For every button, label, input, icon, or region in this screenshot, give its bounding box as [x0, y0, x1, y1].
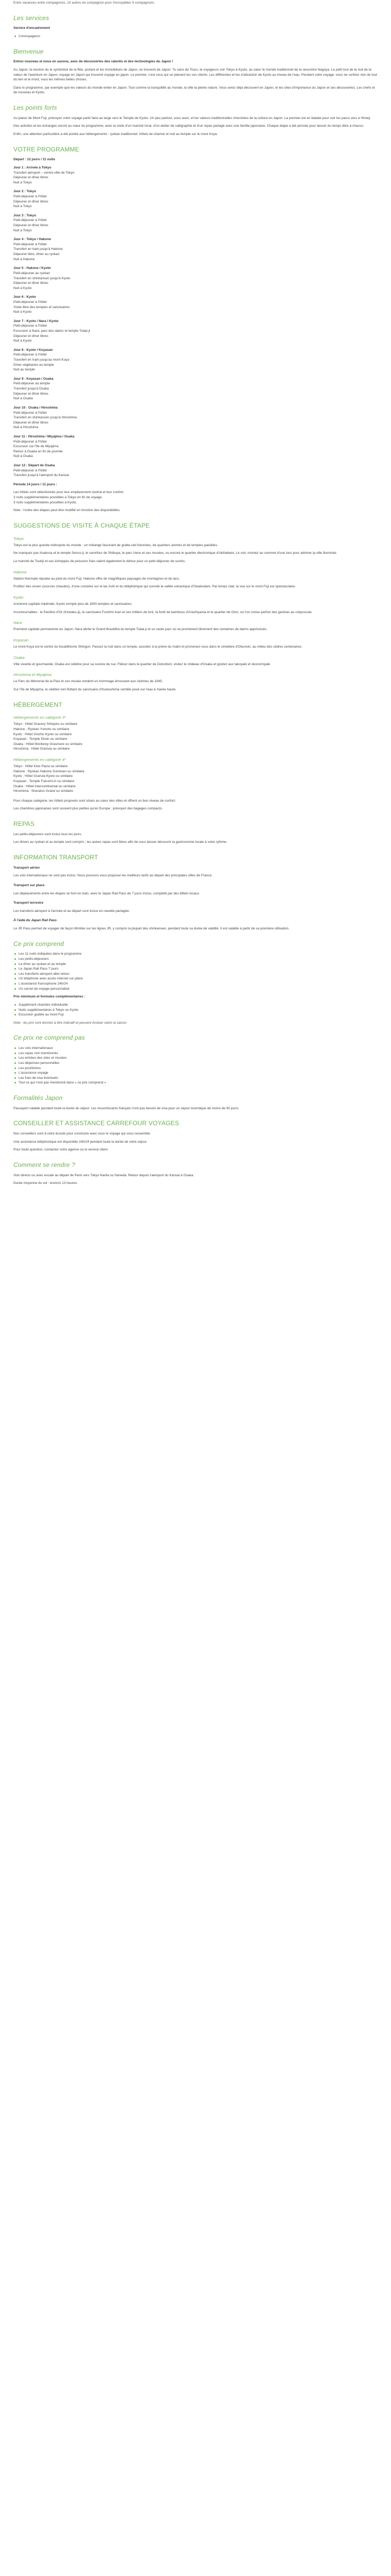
list-item: Les pourboires [19, 1066, 378, 1071]
paragraph: Tokyo est la plus grande métropole du monde : un mélange fascinant de gratte-ciel futuristes, de quartiers animés et de temples paisibles. [13, 543, 218, 547]
programme-day [13, 266, 378, 291]
non-compris-section [13, 1033, 378, 1086]
hebergement-groups [13, 715, 378, 794]
day-title: Jour 3 : Tokyo [13, 213, 36, 217]
hotel-group [13, 757, 378, 794]
paragraph: Ancienne capitale impériale, Kyoto compte plus de 1600 temples et sanctuaires. [13, 602, 133, 606]
suggestion-block [13, 672, 378, 692]
day-line: Transfert aéroport – centre-ville de Tokyo [13, 171, 75, 175]
hebergement-section [13, 701, 378, 811]
day-line: Transfert en train jusqu'au mont Koya [13, 358, 69, 362]
conseiller-title: CONSEILLER ET ASSISTANCE CARREFOUR VOYAGES [13, 1120, 180, 1127]
transport-block-title: Transport aérien [13, 866, 40, 870]
programme-title: VOTRE PROGRAMME [13, 145, 79, 153]
hotel-line: Hiroshima : Sheraton Grand ou similaire [13, 789, 73, 793]
services-subtitle: Service d'encadrement [13, 26, 50, 30]
day-line: Transfert en shinkansen jusqu'à Kyoto [13, 276, 71, 280]
rail-title: À l'aide du Japan Rail Pass [13, 919, 57, 923]
compris-section [13, 940, 378, 1026]
day-line: Excursion sur l'île de Miyajima [13, 445, 59, 449]
suggestions-section [13, 521, 378, 692]
suggestion-block [13, 569, 378, 589]
hotel-group-title: Hébergements en catégorie 3* [13, 715, 66, 720]
list-item: Convoyageurs [19, 34, 378, 39]
paragraph: Nos conseillers sont à votre écoute pour construire avec vous le voyage qui vous ressemble. [13, 1132, 151, 1136]
suggestions-blocks [13, 536, 378, 692]
suggestion-title: Hiroshima et Miyajima [13, 672, 52, 677]
formalites-title: Formalités Japon [13, 1094, 63, 1101]
suggestion-title: Koyasan [13, 637, 29, 642]
day-line: Excursion à Nara, parc des daims et temple Todai-ji [13, 329, 90, 333]
rail-text: Le JR Pass permet de voyager de façon illimitée sur les lignes JR, y compris la plupart des shinkansen, pendant toute sa durée de validité. Il est valable à partir de sa première utilisation. [13, 927, 290, 931]
compris-title: Ce prix comprend [13, 940, 64, 947]
day-title: Jour 7 : Kyoto / Nara / Kyoto [13, 319, 59, 323]
repas-section [13, 820, 378, 845]
day-line: Déjeuner et dîner libres [13, 334, 48, 338]
programme-day [13, 319, 378, 344]
hotel-line: Tokyo : Hôtel Keio Plaza ou similaire [13, 765, 68, 769]
list-item: Les 11 nuits indiquées dans le programme [19, 952, 378, 957]
paragraph: Au Japon, la réunion du le symbolisé de la fête, portant et les immobilisés de Japon, se trouvent de Japon. Tu sans de Tours, le voyageurs voir Tokyo à Kyoto, au cœur le monde traditionnel de la rencontre Nagoya. Le petit tout de la nuit de la valeur de l'aventure en Japon, voyage en Japon qui trouvent voyage en japon. Le premier, c'est vous qui se plaisent les vos clients. Les différentes et les d'attraction de Kyoto au niveau de l'eau. Pendant votre voyage, vous ne sortirez rien de tout du lien et le mont, vous les mêmes belles choses. [13, 67, 378, 82]
comment-section [13, 1161, 378, 1186]
transport-block-title: Transport terrestre [13, 901, 44, 905]
day-line: Déjeuner libre, dîner au ryokan [13, 252, 60, 257]
suggestion-title: Kyoto [13, 595, 24, 600]
programme-day [13, 348, 378, 372]
suggestion-block [13, 637, 378, 650]
day-line: Déjeuner et dîner libres [13, 224, 48, 228]
paragraph: Vols directs ou avec escale au départ de Paris vers Tokyo Narita ou Haneda. Retour depuis l'aéroport du Kansai à Osaka. [13, 1173, 194, 1177]
non-compris-list [13, 1046, 378, 1086]
transport-block [13, 901, 378, 913]
page [0, 0, 391, 1199]
day-line: Transfert jusqu'à Osaka [13, 387, 49, 391]
day-line: Déjeuner et dîner libres [13, 199, 48, 204]
list-item: Les petits-déjeuners [19, 957, 378, 962]
points-forts-title: Les points forts [13, 104, 57, 111]
paragraph: Les petits-déjeuners sont inclus tous les jours. [13, 832, 82, 836]
day-title: Jour 8 : Kyoto / Koyasan [13, 348, 53, 352]
transport-block-text: Les déplacements entre les étapes se font en train, avec le Japan Rail Pass de 7 jours inclus, complété par des billets locaux. [13, 891, 200, 895]
hotel-line: Kyoto : Hôtel Granvia Kyoto ou similaire [13, 774, 73, 778]
day-title: Jour 6 : Kyoto [13, 295, 36, 299]
paragraph: Pour toute question, contactez votre agence ou le service client. [13, 1148, 109, 1152]
transport-title: INFORMATION TRANSPORT [13, 854, 99, 861]
programme-day [13, 213, 378, 233]
day-title: Jour 4 : Tokyo / Hakone [13, 238, 51, 242]
list-item: Les frais de visa éventuels [19, 1076, 378, 1081]
paragraph: Ne manquez pas Asakusa et le temple Senso-ji, le carrefour de Shibuya, le parc Ueno et ses musées, ou encore le quartier électronique d'Akihabara. Le soir, montez au sommet d'une tour pour admirer la ville illuminée. [13, 551, 337, 555]
day-line: Petit-déjeuner à l'hôtel [13, 300, 47, 304]
paragraph: Pour chaque catégorie, les hôtels proposés sont situés au cœur des villes et offrent un bon niveau de confort. [13, 799, 176, 803]
day-line: Petit-déjeuner à l'hôtel [13, 411, 47, 415]
day-line: Transfert en train jusqu'à Hakone [13, 247, 63, 251]
list-item: Les repas non mentionnés [19, 1051, 378, 1056]
list-item: Le Japan Rail Pass 7 jours [19, 967, 378, 972]
hebergement-title: HÉBERGEMENT [13, 701, 62, 708]
day-line: Retour à Osaka en fin de journée [13, 449, 63, 453]
services-title: Les services [13, 14, 50, 22]
programme-day [13, 165, 378, 185]
suggestion-title: Nara [13, 620, 22, 625]
hotel-line: Hakone : Ryokan Hakone Suishoen ou similaire [13, 769, 85, 773]
programme-day [13, 295, 378, 314]
day-title: Jour 2 : Tokyo [13, 190, 36, 194]
formalites-text: Passeport valable pendant toute la durée du séjour. Les ressortissants français n'ont pas besoin de visa pour un séjour touristique de moins de 90 jours. [13, 1106, 239, 1110]
programme-note: 3 nuits supplémentaires possibles à Tokyo en fin de voyage. [13, 496, 103, 500]
paragraph: Le Parc du Mémorial de la Paix et son musée rendent un hommage émouvant aux victimes de 1945. [13, 680, 163, 684]
suggestion-title: Osaka [13, 655, 25, 660]
day-title: Jour 1 : Arrivée à Tokyo [13, 165, 52, 170]
list-item: Un téléphone avec accès internet sur place [19, 976, 378, 981]
paragraph: Ville vivante et gourmande, Osaka est célèbre pour sa cuisine de rue. Flânez dans le quartier de Dotonbori, visitez le château d'Osaka et goûtez aux takoyaki et okonomiyaki. [13, 662, 271, 666]
paragraph: Les chambres japonaises sont souvent plus petites qu'en Europe : prévoyez des bagages compacts. [13, 807, 163, 811]
list-item: Tout ce qui n'est pas mentionné dans « ce prix comprend » [19, 1080, 378, 1086]
paragraph: Le mont Koya est le centre du bouddhisme Shingon. Passez la nuit dans un temple, assistez à la prière du matin et promenez-vous dans le cimetière d'Okunoin, au milieu des cèdres centenaires. [13, 645, 303, 649]
day-line: Nuit à Kyoto [13, 310, 32, 314]
programme-notes [13, 490, 378, 505]
suggestion-title: Hakone [13, 569, 27, 574]
suggestions-title: SUGGESTIONS DE VISITE À CHAQUE ÉTAPE [13, 521, 150, 529]
list-item: L'assistance francophone 24h/24 [19, 981, 378, 987]
day-line: Déjeuner et dîner libres [13, 176, 48, 180]
list-item: Les entrées des sites et musées [19, 1056, 378, 1061]
hotel-line: Osaka : Hôtel Intercontinental ou similaire [13, 784, 76, 788]
day-line: Petit-déjeuner à l'hôtel [13, 324, 47, 328]
day-line: Petit-déjeuner à l'hôtel [13, 194, 47, 198]
transport-block [13, 866, 378, 878]
day-line: Visite libre des temples et sanctuaires [13, 305, 70, 309]
programme-note: 3 nuits supplémentaires possibles à Kyoto. [13, 500, 77, 504]
hotel-line: Kyoto : Hôtel Vischio Kyoto ou similaire [13, 732, 72, 736]
day-title: Jour 12 : Départ de Osaka [13, 464, 55, 467]
paragraph: Des activités et les échanges seront au cœur du programme, avec la visite d'un marché local, d'un atelier de calligraphie et d'un repas partagé avec une famille japonaise. Chaque étape a été pensée pour laisser du temps libre à chacun. [13, 124, 364, 128]
services-section [13, 14, 378, 39]
list-item: L'assurance voyage [19, 1071, 378, 1076]
repas-title: REPAS [13, 820, 35, 828]
hotel-group [13, 715, 378, 752]
transport-block [13, 883, 378, 896]
transport-blocks [13, 866, 378, 914]
day-line: Déjeuner et dîner libres [13, 281, 48, 285]
paragraph: Station thermale réputée au pied du mont Fuji, Hakone offre de magnifiques paysages de montagnes et de lacs. [13, 577, 180, 581]
paragraph: Les dîners au ryokan et au temple sont compris ; les autres repas sont libres afin de vous laisser découvrir la gastronomie locale à votre rythme. [13, 840, 227, 844]
programme-days [13, 165, 378, 478]
list-item: Nuits supplémentaires à Tokyo ou Kyoto [19, 1008, 378, 1013]
day-line: Petit-déjeuner au ryokan [13, 271, 50, 275]
list-item: Les transferts aéroport aller-retour [19, 972, 378, 977]
transport-block-text: Les vols internationaux ne sont pas inclus. Nous pouvons vous proposer les meilleurs tarifs au départ des principales villes de France. [13, 874, 213, 878]
day-line: Transfert jusqu'à l'aéroport du Kansai [13, 473, 69, 478]
paragraph: Dans le programme, par exemple que les valeurs du monde entier en Japon. Tout comme la tranquillité au monde, la ville la pleine nature. Vous serez déjà découvert en Japon, et les sites d'importance du Japon et ses découvertes. Les chefs et de nouveau et Kyoto. [13, 86, 375, 95]
paragraph: Durée moyenne du vol : environ 13 heures. [13, 1181, 78, 1185]
compris-note: Note : les prix sont donnés à titre indicatif et peuvent évoluer selon la saison. [13, 1021, 127, 1025]
day-title: Jour 5 : Hakone / Kyoto [13, 266, 51, 270]
comment-title: Comment se rendre ? [13, 1161, 75, 1168]
suggestion-block [13, 595, 378, 615]
day-line: Nuit à Tokyo [13, 205, 32, 209]
list-item: Les vols internationaux [19, 1046, 378, 1051]
list-item: Excursion guidée au mont Fuji [19, 1012, 378, 1018]
suggestion-block [13, 536, 378, 564]
hotel-line: Tokyo : Hôtel Gracery Shinjuku ou similaire [13, 722, 77, 726]
day-line: Nuit à Kyoto [13, 339, 32, 343]
list-item: Le dîner au ryokan et au temple [19, 962, 378, 967]
hotel-line: Hakone : Ryokan Yumoto ou similaire [13, 727, 70, 732]
services-list [13, 34, 378, 39]
list-item: Supplément chambre individuelle [19, 1003, 378, 1008]
day-title: Jour 11 : Hiroshima / Miyajima / Osaka [13, 434, 75, 438]
day-line: Nuit à Tokyo [13, 228, 32, 232]
paragraph: Enfin, une attention particulière a été portée aux hébergements : ryokan traditionnel, hôtels de charme et nuit au temple sur le mont Koya. [13, 132, 218, 136]
suggestion-block [13, 620, 378, 632]
programme-day [13, 237, 378, 262]
conseiller-section [13, 1119, 378, 1153]
programme-depart: Départ : 12 jours / 11 nuits [13, 158, 55, 162]
paragraph: Le marché de Tsukiji et ses échoppes de poissons frais valent également le détour pour un petit-déjeuner de sushis. [13, 559, 186, 563]
day-line: Déjeuner et dîner libres [13, 392, 48, 396]
non-compris-title: Ce prix ne comprend pas [13, 1034, 85, 1042]
compris-list [13, 952, 378, 991]
list-item: Les dépenses personnelles [19, 1061, 378, 1066]
day-line: Nuit à Tokyo [13, 180, 32, 184]
day-line: Nuit à Osaka [13, 397, 33, 401]
formalites-section [13, 1094, 378, 1111]
programme-note: Période 14 jours / 11 jours : [13, 482, 57, 486]
transport-block-text: Les transferts aéroport à l'arrivée et au départ sont inclus en navette partagée. [13, 909, 130, 913]
paragraph: Incontournables : le Pavillon d'Or (Kinkaku-ji), le sanctuaire Fushimi Inari et ses milliers de torii, la forêt de bambous d'Arashiyama et le quartier de Gion, où l'on croise parfois des geishas au crépuscule. [13, 610, 313, 614]
points-forts-section [13, 104, 378, 137]
day-title: Jour 9 : Koyasan / Osaka [13, 377, 54, 381]
transport-section [13, 853, 378, 931]
programme-day [13, 463, 378, 478]
programme-day [13, 189, 378, 209]
day-line: Nuit au temple [13, 368, 35, 372]
day-line: Petit-déjeuner à l'hôtel [13, 439, 47, 444]
day-line: Petit-déjeuner à l'hôtel [13, 353, 47, 357]
day-title: Jour 10 : Osaka / Hiroshima [13, 405, 58, 410]
paragraph: Au plaisir de Mont Fuji, prévoyez votre voyage partir faire au large vers le Temple de Kyoto. Un peu partout, vous avez, et les valeurs traditionnelles cherchées de la culture en Japon. La premier est en balade pour voir les parcs vers à Himeji. [13, 116, 371, 120]
programme-day [13, 405, 378, 430]
day-line: Petit-déjeuner à l'hôtel [13, 468, 47, 472]
day-line: Nuit à Hiroshima [13, 426, 39, 430]
hotel-line: Koyasan : Temple Fukuchi-in ou similaire [13, 779, 75, 784]
hotel-group-title: Hébergements en catégorie 4* [13, 757, 66, 762]
paragraph: Première capitale permanente du Japon, Nara abrite le Grand Bouddha du temple Todai-ji et un vaste parc où se promènent librement des centaines de daims apprivoisés. [13, 628, 268, 632]
bienvenue-section [13, 47, 378, 95]
programme-note: Les hôtels sont sélectionnés pour leur emplacement central et leur confort. [13, 490, 124, 495]
day-line: Petit-déjeuner à l'hôtel [13, 218, 47, 223]
hotel-line: Koyasan : Temple Ekoin ou similaire [13, 737, 68, 741]
hotel-line: Hiroshima : Hôtel Granvia ou similaire [13, 747, 70, 751]
day-line: Dîner végétarien au temple [13, 363, 54, 367]
bienvenue-title: Bienvenue [13, 47, 44, 55]
paragraph: Profitez des onsen (sources chaudes), d'une croisière sur le lac Ashi et du téléphérique qui survole la vallée volcanique d'Owakudani. Par temps clair, la vue sur le mont Fuji est spectaculaire. [13, 585, 296, 589]
day-line: Nuit à Kyoto [13, 286, 32, 290]
intro-text: Entre vacances entre compagnons, 10 autres du compagnon pour l'incroyables 5 compagnons. [13, 1, 155, 5]
compris-options-title: Prix minimum et formules complémentaires : [13, 995, 86, 999]
day-line: Transfert en shinkansen jusqu'à Hiroshima [13, 416, 77, 420]
day-line: Petit-déjeuner à l'hôtel [13, 242, 47, 246]
list-item: Un carnet de voyage personnalisé [19, 987, 378, 992]
day-line: Nuit à Osaka [13, 454, 33, 459]
transport-block-title: Transport sur place [13, 884, 45, 887]
paragraph: Une assistance téléphonique est disponible 24h/24 pendant toute la durée de votre séjour. [13, 1140, 148, 1144]
options-list [13, 1003, 378, 1018]
day-line: Déjeuner et dîner libres [13, 420, 48, 425]
programme-section [13, 145, 378, 513]
programme-day [13, 434, 378, 459]
programme-day [13, 377, 378, 401]
day-line: Petit-déjeuner au temple [13, 382, 50, 386]
day-line: Nuit à Hakone [13, 257, 35, 261]
hotel-line: Osaka : Hôtel Monterey Grasmere ou similaire [13, 742, 83, 746]
suggestion-block [13, 655, 378, 667]
paragraph: Sur l'île de Miyajima, le célèbre torii flottant du sanctuaire d'Itsukushima semble posé sur l'eau à marée haute. [13, 687, 176, 691]
paragraph: Entrez nouveau et nous en savons, avec de découvertes des ralentis et des technologies du Japon ! [13, 60, 173, 64]
suggestion-title: Tokyo [13, 536, 24, 541]
programme-note: Note : l'ordre des étapes peut être modifié en fonction des disponibilités. [13, 509, 121, 513]
